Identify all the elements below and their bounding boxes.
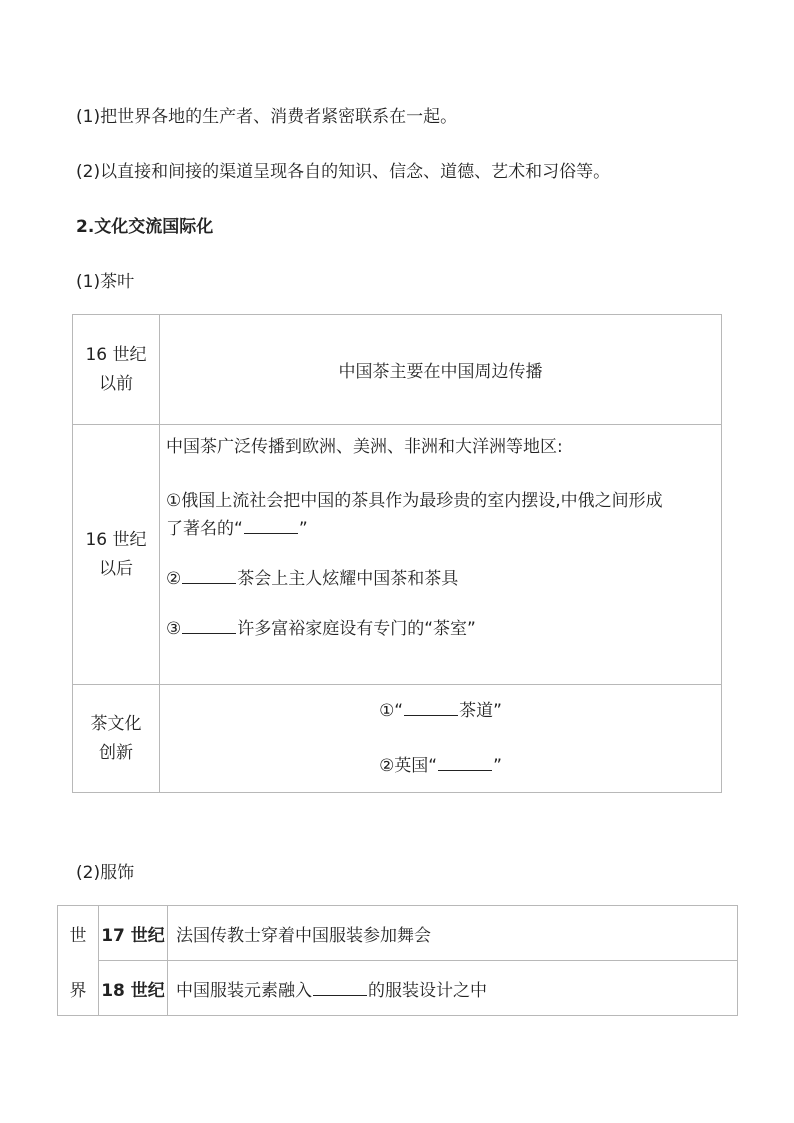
clothing-century-17: 17 世纪 [99, 906, 168, 961]
fill-blank [182, 617, 236, 634]
tea-row2-intro: 中国茶广泛传播到欧洲、美洲、非洲和大洋洲等地区: [166, 437, 563, 457]
tea-row2-item1-line2: 了著名的“ ” [166, 519, 308, 539]
tea-row2-item3: ③ 许多富裕家庭设有专门的“茶室” [166, 619, 476, 639]
fill-blank [244, 517, 298, 534]
tea-heading: (1)茶叶 [76, 272, 135, 292]
tea-row2-label-line1: 16 世纪 [85, 529, 147, 550]
tea-row-before-16th [73, 315, 722, 425]
clothing-desc-17: 法国传教士穿着中国服装参加舞会 [168, 906, 738, 961]
clothing-century-18: 18 世纪 [99, 961, 168, 1016]
section-2-title: 2.文化交流国际化 [76, 217, 214, 237]
fill-blank [182, 567, 236, 584]
tea-row1-label-line2: 以前 [99, 373, 133, 394]
tea-row2-label [73, 425, 160, 685]
tea-row2-label-line2: 以后 [99, 558, 133, 579]
tea-row3-label-line1: 茶文化 [90, 713, 142, 734]
tea-row1-label [73, 315, 160, 425]
tea-row3-item1: ①“ 茶道” [379, 701, 502, 721]
tea-row2-item2: ② 茶会上主人炫耀中国茶和茶具 [166, 569, 459, 589]
tea-row3-item2: ②英国“ ” [379, 756, 502, 776]
tea-row3-label [73, 685, 160, 793]
fill-blank [404, 699, 458, 716]
clothing-table [57, 905, 738, 1016]
paragraph-1: (1)把世界各地的生产者、消费者紧密联系在一起。 [76, 107, 458, 127]
fill-blank [313, 979, 367, 996]
world-label [58, 906, 99, 1016]
clothing-row-18th [58, 961, 738, 1016]
tea-row2-content [160, 425, 722, 685]
tea-row-culture [73, 685, 722, 793]
tea-row1-label-line1: 16 世纪 [85, 344, 147, 365]
paragraph-2: (2)以直接和间接的渠道呈现各自的知识、信念、道德、艺术和习俗等。 [76, 162, 611, 182]
world-char-1: 世 [69, 925, 87, 946]
tea-table [72, 314, 722, 793]
tea-row-after-16th [73, 425, 722, 685]
clothing-heading: (2)服饰 [76, 863, 135, 883]
tea-row3-label-line2: 创新 [99, 742, 133, 763]
clothing-desc-18: 中国服装元素融入 的服装设计之中 [168, 961, 738, 1016]
world-char-2: 界 [69, 980, 87, 1001]
tea-row1-content: 中国茶主要在中国周边传播 [160, 315, 722, 425]
tea-row3-content [160, 685, 722, 793]
tea-row2-item1-line1: ①俄国上流社会把中国的茶具作为最珍贵的室内摆设,中俄之间形成 [166, 491, 663, 511]
clothing-row-17th [58, 906, 738, 961]
fill-blank [438, 754, 492, 771]
